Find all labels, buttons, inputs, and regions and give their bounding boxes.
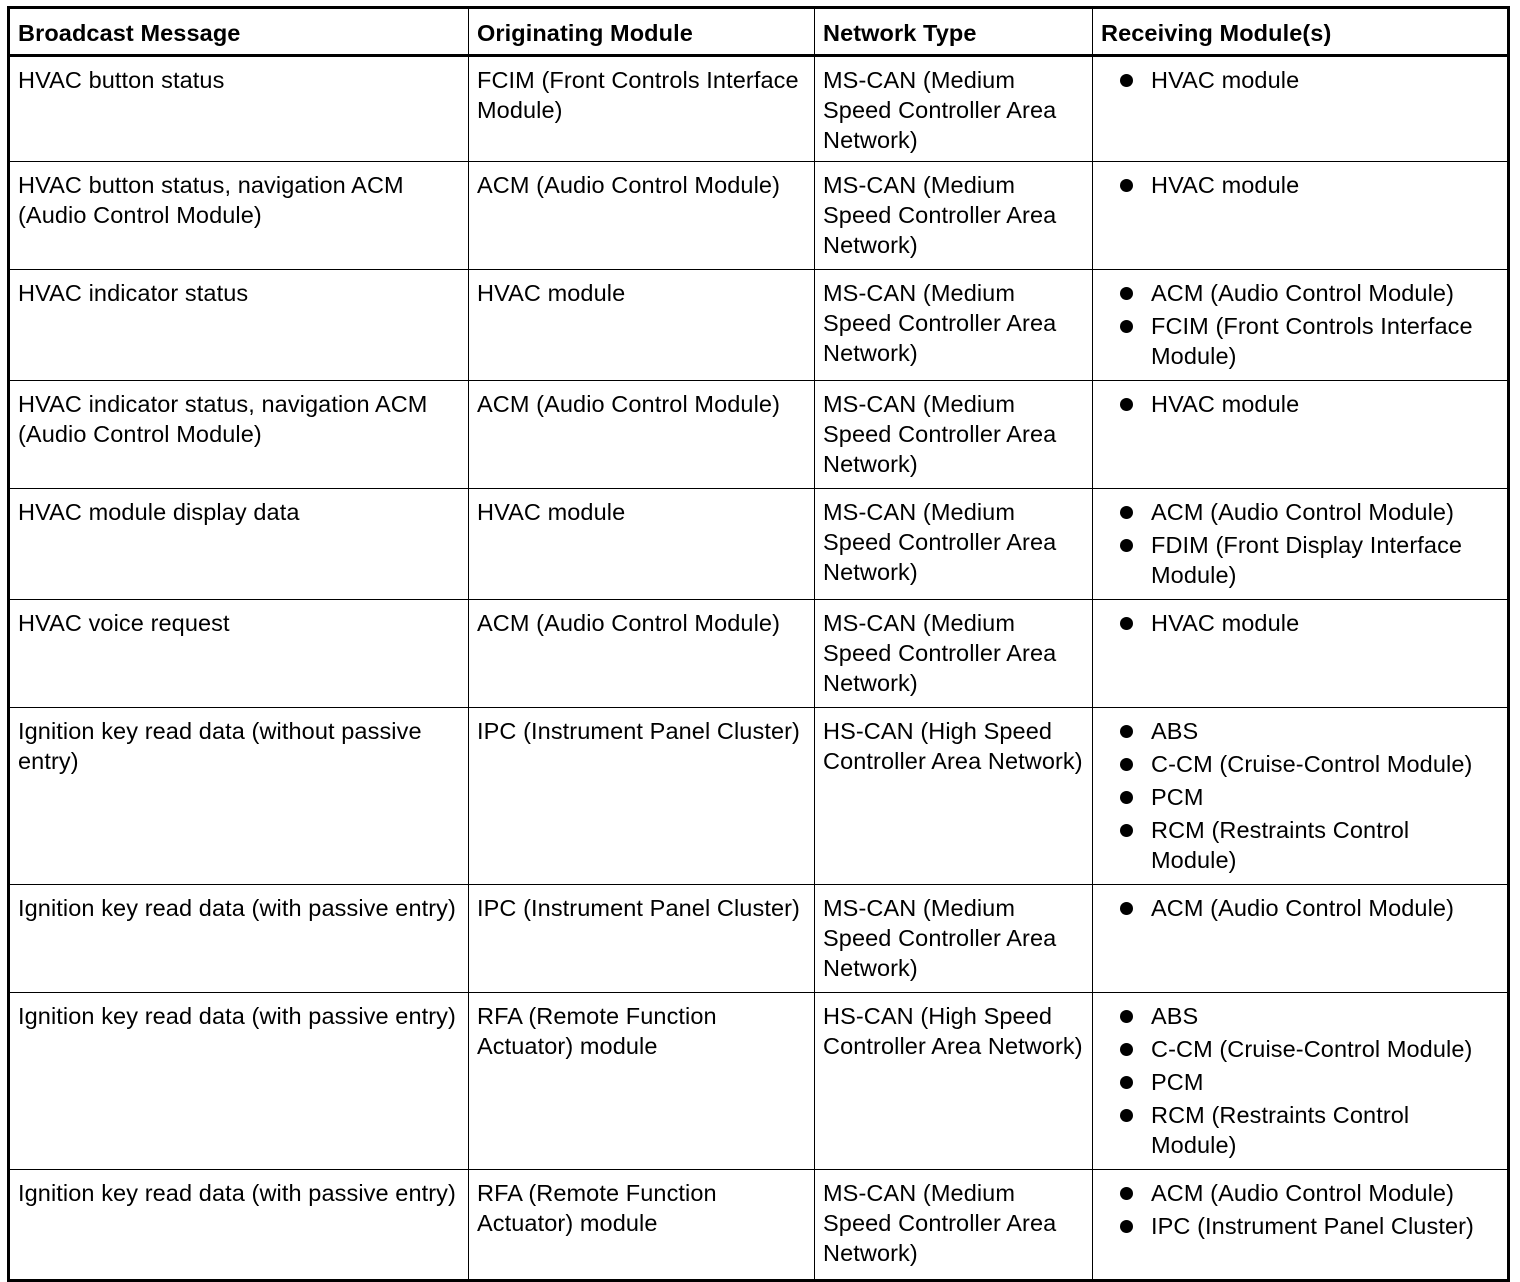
cell-originating-module: ACM (Audio Control Module): [469, 162, 815, 270]
cell-receiving-modules: [1093, 489, 1509, 600]
cell-receiving-modules: [1093, 708, 1509, 885]
cell-broadcast-message: HVAC voice request: [9, 600, 469, 708]
receiving-module-item: C-CM (Cruise-Control Module): [1101, 749, 1499, 779]
cell-network-type: HS-CAN (High Speed Controller Area Network): [815, 993, 1093, 1170]
cell-receiving-modules: [1093, 270, 1509, 381]
receiving-module-list: [1101, 893, 1499, 923]
receiving-module-item: PCM: [1101, 1067, 1499, 1097]
header-receiving-modules: Receiving Module(s): [1093, 8, 1509, 56]
receiving-module-list: [1101, 1178, 1499, 1241]
receiving-module-item: ABS: [1101, 716, 1499, 746]
cell-broadcast-message: HVAC indicator status, navigation ACM (Audio Control Module): [9, 381, 469, 489]
receiving-module-item: RCM (Restraints Control Module): [1101, 1100, 1499, 1160]
receiving-module-item: ACM (Audio Control Module): [1101, 1178, 1499, 1208]
table-row: [9, 1170, 1509, 1281]
header-network-type: Network Type: [815, 8, 1093, 56]
receiving-module-item: HVAC module: [1101, 608, 1499, 638]
receiving-module-list: [1101, 716, 1499, 875]
cell-receiving-modules: [1093, 1170, 1509, 1281]
table-row: [9, 489, 1509, 600]
table-row: [9, 708, 1509, 885]
header-originating-module: Originating Module: [469, 8, 815, 56]
broadcast-message-table: [7, 6, 1510, 1282]
cell-originating-module: HVAC module: [469, 489, 815, 600]
cell-network-type: MS-CAN (Medium Speed Controller Area Network): [815, 885, 1093, 993]
cell-network-type: HS-CAN (High Speed Controller Area Network): [815, 708, 1093, 885]
receiving-module-item: IPC (Instrument Panel Cluster): [1101, 1211, 1499, 1241]
receiving-module-item: ACM (Audio Control Module): [1101, 893, 1499, 923]
cell-network-type: MS-CAN (Medium Speed Controller Area Network): [815, 162, 1093, 270]
receiving-module-item: ACM (Audio Control Module): [1101, 497, 1499, 527]
receiving-module-item: ABS: [1101, 1001, 1499, 1031]
receiving-module-list: [1101, 170, 1499, 200]
cell-network-type: MS-CAN (Medium Speed Controller Area Network): [815, 1170, 1093, 1281]
header-broadcast-message: Broadcast Message: [9, 8, 469, 56]
receiving-module-list: [1101, 389, 1499, 419]
receiving-module-item: ACM (Audio Control Module): [1101, 278, 1499, 308]
table-row: [9, 600, 1509, 708]
cell-broadcast-message: Ignition key read data (with passive entry): [9, 993, 469, 1170]
table-row: [9, 993, 1509, 1170]
cell-receiving-modules: [1093, 885, 1509, 993]
cell-broadcast-message: HVAC button status, navigation ACM (Audio Control Module): [9, 162, 469, 270]
receiving-module-item: FDIM (Front Display Interface Module): [1101, 530, 1499, 590]
receiving-module-list: [1101, 497, 1499, 590]
receiving-module-list: [1101, 608, 1499, 638]
receiving-module-item: HVAC module: [1101, 65, 1499, 95]
cell-network-type: MS-CAN (Medium Speed Controller Area Network): [815, 489, 1093, 600]
receiving-module-item: FCIM (Front Controls Interface Module): [1101, 311, 1499, 371]
cell-broadcast-message: HVAC indicator status: [9, 270, 469, 381]
cell-network-type: MS-CAN (Medium Speed Controller Area Network): [815, 270, 1093, 381]
table-row: [9, 162, 1509, 270]
receiving-module-item: HVAC module: [1101, 170, 1499, 200]
cell-receiving-modules: [1093, 162, 1509, 270]
receiving-module-item: PCM: [1101, 782, 1499, 812]
cell-originating-module: FCIM (Front Controls Interface Module): [469, 56, 815, 162]
cell-receiving-modules: [1093, 600, 1509, 708]
table-row: [9, 885, 1509, 993]
table-row: [9, 381, 1509, 489]
cell-network-type: MS-CAN (Medium Speed Controller Area Network): [815, 56, 1093, 162]
cell-network-type: MS-CAN (Medium Speed Controller Area Network): [815, 381, 1093, 489]
cell-network-type: MS-CAN (Medium Speed Controller Area Network): [815, 600, 1093, 708]
cell-originating-module: IPC (Instrument Panel Cluster): [469, 708, 815, 885]
receiving-module-item: C-CM (Cruise-Control Module): [1101, 1034, 1499, 1064]
receiving-module-item: HVAC module: [1101, 389, 1499, 419]
cell-receiving-modules: [1093, 381, 1509, 489]
cell-receiving-modules: [1093, 993, 1509, 1170]
cell-originating-module: RFA (Remote Function Actuator) module: [469, 993, 815, 1170]
cell-originating-module: HVAC module: [469, 270, 815, 381]
cell-broadcast-message: Ignition key read data (with passive entry): [9, 1170, 469, 1281]
receiving-module-list: [1101, 65, 1499, 95]
cell-broadcast-message: Ignition key read data (without passive entry): [9, 708, 469, 885]
table-row: [9, 270, 1509, 381]
receiving-module-list: [1101, 1001, 1499, 1160]
cell-originating-module: ACM (Audio Control Module): [469, 381, 815, 489]
cell-receiving-modules: [1093, 56, 1509, 162]
cell-broadcast-message: Ignition key read data (with passive entry): [9, 885, 469, 993]
cell-broadcast-message: HVAC module display data: [9, 489, 469, 600]
table-body: [9, 56, 1509, 1281]
receiving-module-item: RCM (Restraints Control Module): [1101, 815, 1499, 875]
table-header-row: [9, 8, 1509, 56]
table-row: [9, 56, 1509, 162]
cell-broadcast-message: HVAC button status: [9, 56, 469, 162]
cell-originating-module: RFA (Remote Function Actuator) module: [469, 1170, 815, 1281]
cell-originating-module: IPC (Instrument Panel Cluster): [469, 885, 815, 993]
receiving-module-list: [1101, 278, 1499, 371]
cell-originating-module: ACM (Audio Control Module): [469, 600, 815, 708]
